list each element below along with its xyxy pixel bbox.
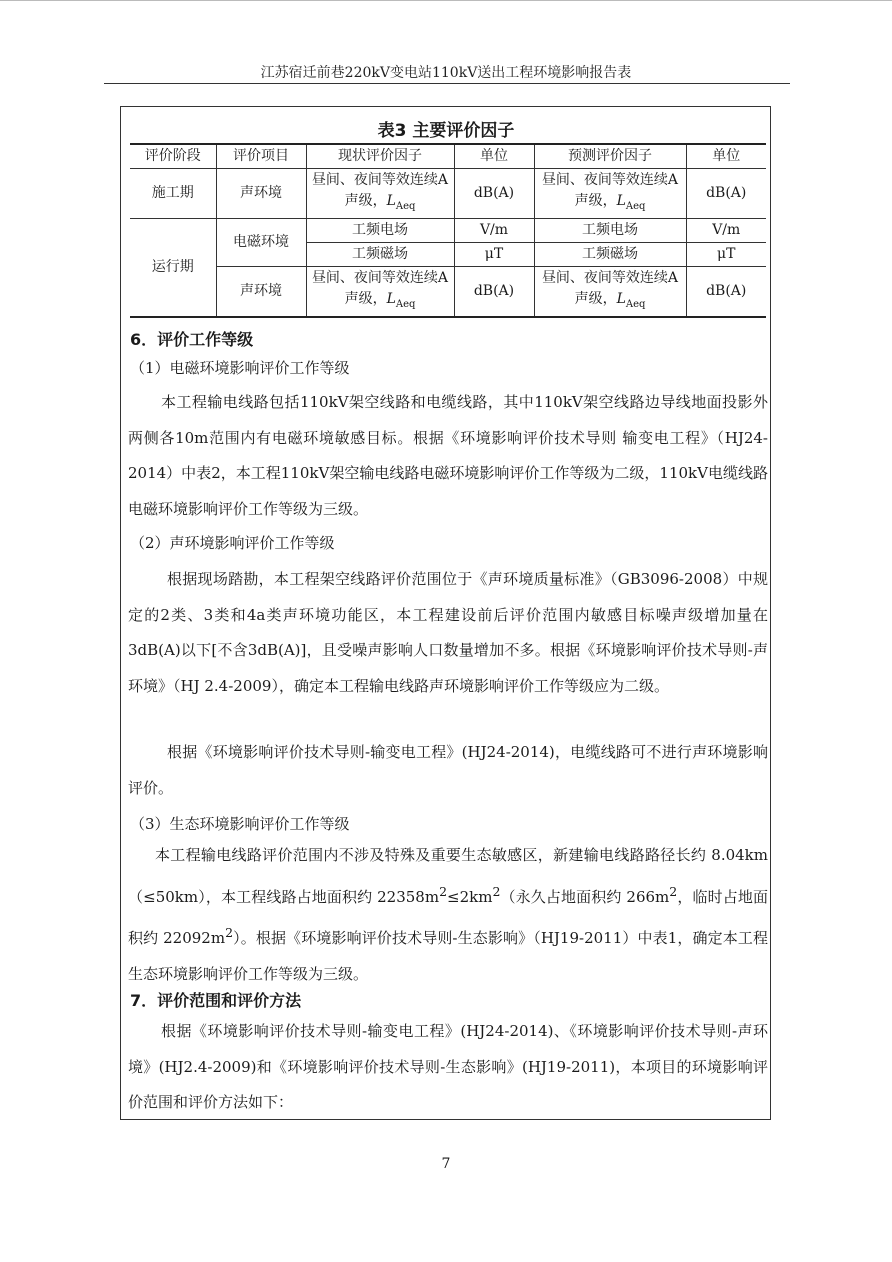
table-title: 表3 主要评价因子 <box>377 121 515 141</box>
item-cell: 声环境 <box>216 266 306 316</box>
paragraph-em-level: 本工程输电线路包括110kV架空线路和电缆线路，其中110kV架空线路边导线地面投影外两侧各10m范围内有电磁环境敏感目标。根据《环境影响评价技术导则 输变电工程》（HJ24-2014）中表2，本工程110kV架空输电线路电磁环境影响评价工作等级为二级，110kV电缆线路电磁环境影响评价工作等级为三级。 <box>128 393 768 518</box>
item-cell: 电磁环境 <box>216 218 306 266</box>
section-7-heading: 7．评价范围和评价方法 <box>130 991 302 1010</box>
factor-cell: 昼间、夜间等效连续A声级，$L_{Aeq}$ <box>306 169 454 219</box>
phase-cell: 运行期 <box>130 218 216 316</box>
phase-cell: 施工期 <box>130 169 216 219</box>
running-header: 江苏宿迁前巷220kV变电站110kV送出工程环境影响报告表 <box>260 65 632 81</box>
factor-cell: 昼间、夜间等效连续A声级，$L_{Aeq}$ <box>306 266 454 316</box>
evaluation-factor-table <box>130 143 766 318</box>
unit-cell: μT <box>686 242 766 266</box>
table-row <box>130 169 766 219</box>
factor-cell: 工频电场 <box>306 218 454 242</box>
factor-cell: 工频磁场 <box>534 242 686 266</box>
unit-cell: μT <box>454 242 534 266</box>
unit-cell: dB(A) <box>686 266 766 316</box>
header-rule <box>104 83 790 84</box>
unit-cell: V/m <box>686 218 766 242</box>
paragraph-noise-level: 根据现场踏勘，本工程架空线路评价范围位于《声环境质量标准》（GB3096-2008）中规定的2类、3类和4a类声环境功能区，本工程建设前后评价范围内敏感目标噪声级增加量在3dB(A)以下[不含3dB(A)]，且受噪声影响人口数量增加不多。根据《环境影响评价技术导则-声环境》（HJ 2.4-2009），确定本工程输电线路声环境影响评价工作等级应为二级。 <box>128 570 768 695</box>
section-6-heading: 6．评价工作等级 <box>130 330 254 349</box>
factor-cell: 工频磁场 <box>306 242 454 266</box>
unit-cell: dB(A) <box>686 169 766 219</box>
paragraph-cable-noise: 根据《环境影响评价技术导则-输变电工程》(HJ24-2014)，电缆线路可不进行声环境影响评价。 <box>128 743 768 797</box>
factor-cell: 工频电场 <box>534 218 686 242</box>
page-number: 7 <box>441 1156 451 1172</box>
table-row <box>130 266 766 316</box>
header-item: 评价项目 <box>216 144 306 169</box>
header-predicted-factor: 预测评价因子 <box>534 144 686 169</box>
subsection-3-heading: （3）生态环境影响评价工作等级 <box>130 815 350 833</box>
top-edge-line <box>0 0 892 1</box>
unit-cell: dB(A) <box>454 169 534 219</box>
unit-cell: V/m <box>454 218 534 242</box>
table-header-row <box>130 144 766 169</box>
table-row <box>130 218 766 242</box>
header-unit-1: 单位 <box>454 144 534 169</box>
paragraph-scope-method: 根据《环境影响评价技术导则-输变电工程》(HJ24-2014)、《环境影响评价技术导则-声环境》(HJ2.4-2009)和《环境影响评价技术导则-生态影响》(HJ19-2011)，本项目的环境影响评价范围和评价方法如下： <box>128 1022 768 1111</box>
header-unit-2: 单位 <box>686 144 766 169</box>
item-cell: 声环境 <box>216 169 306 219</box>
header-current-factor: 现状评价因子 <box>306 144 454 169</box>
unit-cell: dB(A) <box>454 266 534 316</box>
factor-cell: 昼间、夜间等效连续A声级，$L_{Aeq}$ <box>534 266 686 316</box>
subsection-1-heading: （1）电磁环境影响评价工作等级 <box>130 359 350 377</box>
factor-cell: 昼间、夜间等效连续A声级，$L_{Aeq}$ <box>534 169 686 219</box>
header-phase: 评价阶段 <box>130 144 216 169</box>
subsection-2-heading: （2）声环境影响评价工作等级 <box>130 534 335 552</box>
paragraph-ecology-level: 本工程输电线路评价范围内不涉及特殊及重要生态敏感区，新建输电线路路径长约 8.04km（≤50km），本工程线路占地面积约 $22358m^2\le 2km^2$（永久占地面积约 $266m^2$，临时占地面积约 $22092m^2$）。根据《环境影响评价技术导则-生态影响》（HJ19-2011）中表1，确定本工程生态环境影响评价工作等级为三级。 <box>128 846 768 983</box>
